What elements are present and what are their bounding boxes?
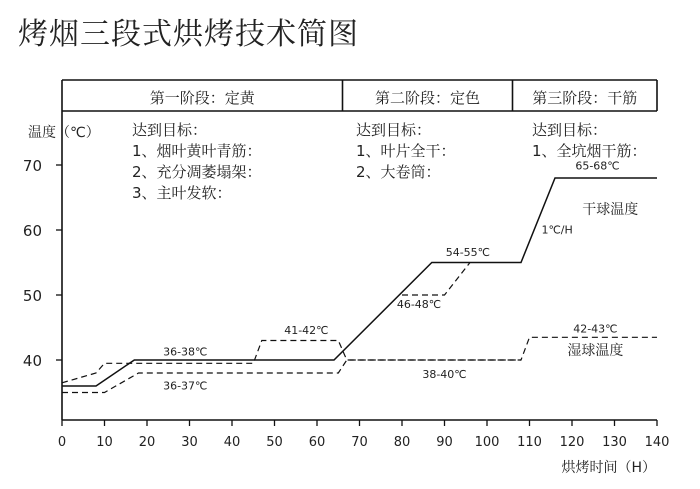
x-tick-label: 60 — [308, 435, 326, 450]
x-tick-label: 40 — [223, 435, 241, 450]
stage-goal-text: 3、主叶发软： — [132, 184, 232, 202]
annotation-label: 干球温度 — [582, 201, 639, 218]
y-tick-label: 70 — [22, 157, 42, 175]
stage-goal-text: 达到目标： — [132, 121, 208, 139]
stage-goal-text: 达到目标： — [532, 121, 608, 139]
stage-goal-text: 2、大卷筒： — [356, 163, 441, 181]
x-tick-label: 20 — [138, 435, 156, 450]
x-tick-label: 80 — [393, 435, 411, 450]
annotation-label: 54-55℃ — [445, 246, 491, 259]
annotation-label: 38-40℃ — [422, 368, 467, 382]
annotation-label: 36-37℃ — [163, 379, 208, 393]
annotation-label: 湿球温度 — [567, 342, 624, 359]
stage-goal-text: 达到目标： — [356, 121, 432, 139]
annotation-label: 36-38℃ — [163, 345, 208, 359]
annotation-label: 65-68℃ — [575, 159, 620, 173]
x-tick-label: 100 — [474, 435, 500, 450]
annotation-label: 1℃/H — [541, 223, 573, 237]
x-tick-label: 120 — [559, 435, 585, 450]
x-tick-label: 50 — [266, 435, 283, 450]
x-tick-label: 90 — [436, 435, 453, 450]
x-axis-label: 烘烤时间（H） — [561, 460, 656, 476]
x-tick-label: 140 — [644, 435, 670, 450]
x-tick-label: 30 — [181, 435, 198, 450]
dashed-series-line — [402, 263, 470, 296]
stage-label: 第二阶段：定色 — [374, 89, 481, 107]
x-tick-label: 130 — [602, 435, 627, 450]
y-tick-label: 60 — [22, 222, 42, 240]
y-tick-label: 40 — [22, 352, 42, 370]
stage-goal-text: 2、充分凋萎塌架： — [132, 163, 262, 181]
annotation-label: 46-48℃ — [396, 298, 442, 311]
stage-goal-text: 1、烟叶黄叶青筋： — [132, 142, 262, 160]
y-tick-label: 50 — [22, 287, 42, 305]
stage-goal-text: 1、全坑烟干筋： — [532, 142, 647, 160]
y-axis-label: 温度（℃） — [28, 125, 100, 141]
x-tick-label: 0 — [57, 435, 67, 450]
chart-title: 烤烟三段式烘烤技术简图 — [18, 17, 359, 52]
x-tick-label: 10 — [96, 435, 113, 450]
stage-label: 第一阶段：定黄 — [149, 89, 255, 107]
x-tick-label: 110 — [517, 435, 542, 450]
annotation-label: 42-43℃ — [573, 322, 618, 336]
stage-goal-text: 1、叶片全干： — [356, 142, 456, 160]
annotation-label: 41-42℃ — [284, 324, 329, 337]
x-tick-label: 70 — [351, 435, 368, 450]
stage-label: 第三阶段：干筋 — [532, 89, 638, 107]
